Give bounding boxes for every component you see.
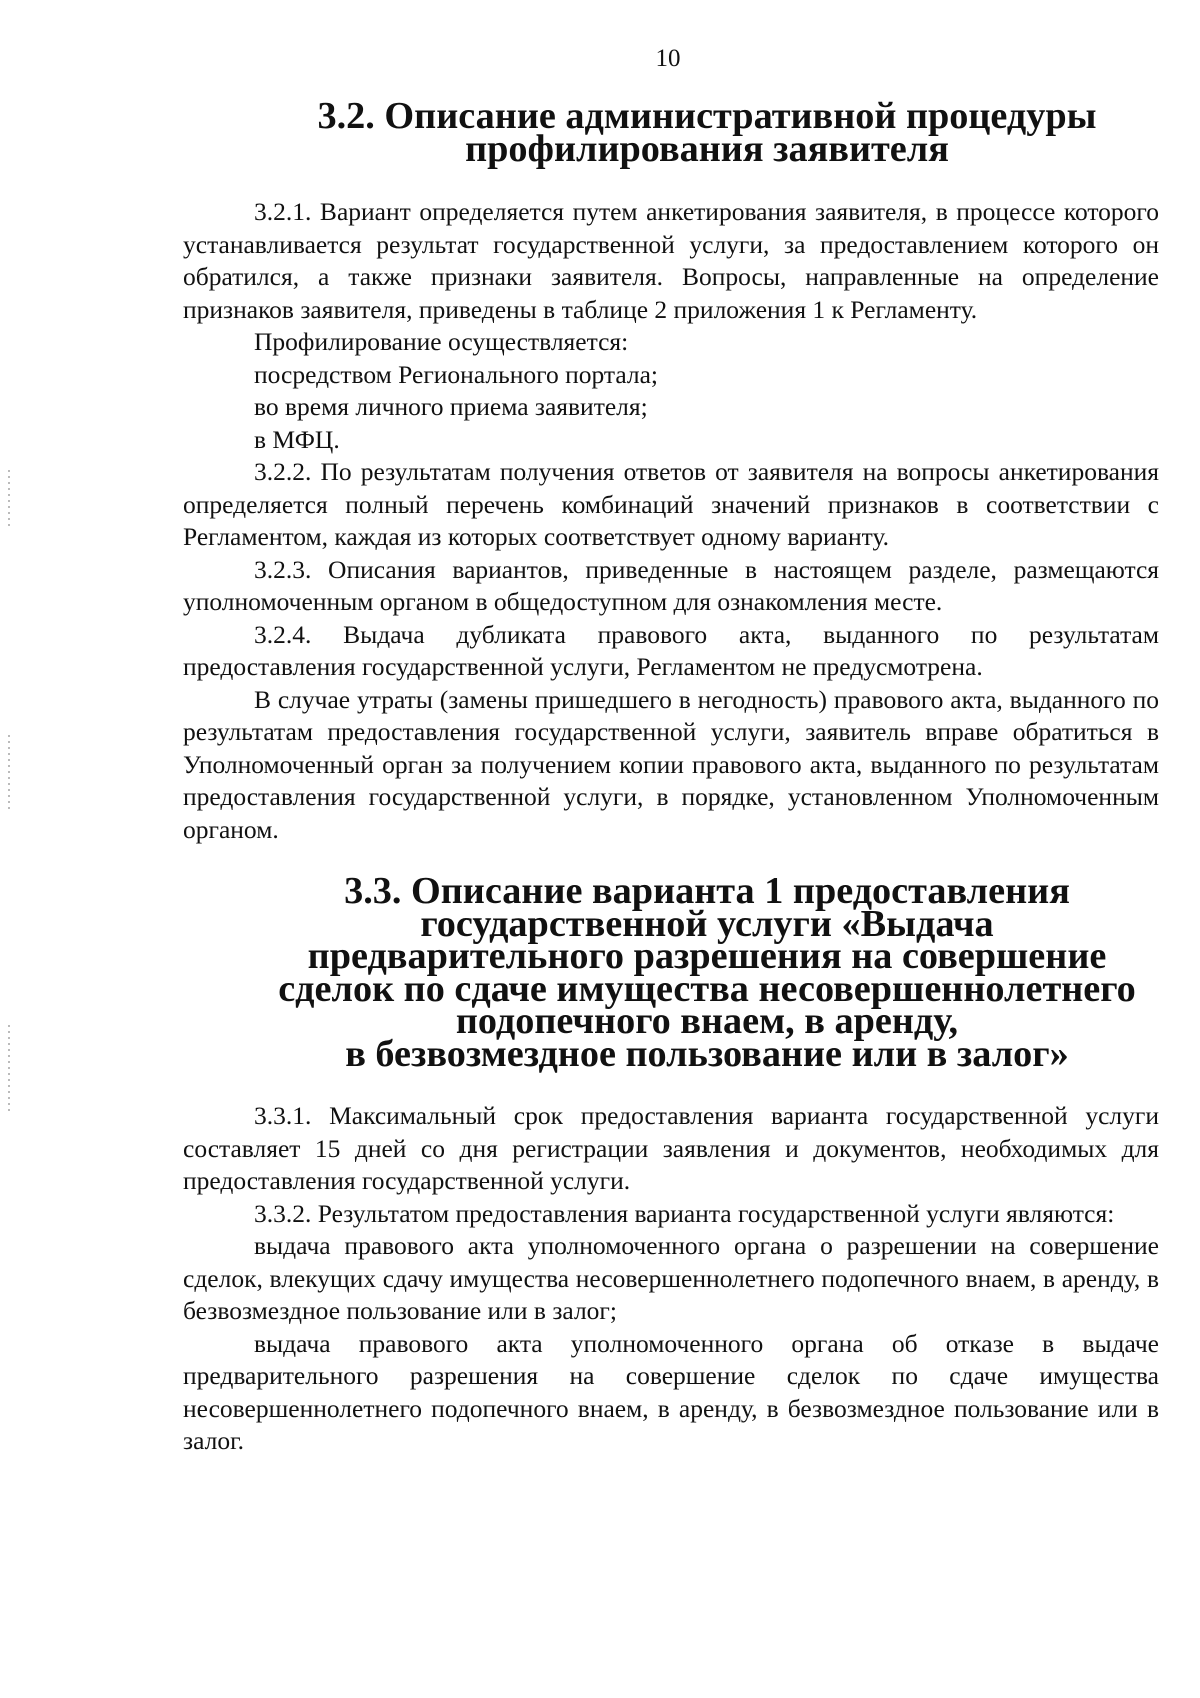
paragraph-3-2-2: 3.2.2. По результатам получения ответов от заявителя на вопросы анкетирования определяется полный перечень комбинаций значений признаков в соответствии с Регламентом, каждая из которых соответствует одному варианту. bbox=[183, 457, 1159, 551]
paragraph-3-3-2: 3.3.2. Результатом предоставления варианта государственной услуги являются: bbox=[254, 1198, 1115, 1228]
heading-line: сделок по сдаче имущества несовершеннолетнего bbox=[278, 967, 1136, 1010]
paragraph-profiling-intro: Профилирование осуществляется: bbox=[254, 327, 629, 356]
section-3-3-heading bbox=[183, 870, 1159, 1075]
scan-artifact bbox=[8, 735, 10, 810]
heading-line: предварительного разрешения на совершение bbox=[307, 935, 1107, 977]
list-item-mfc: в МФЦ. bbox=[254, 424, 340, 454]
heading-line: 3.2. Описание административной процедуры bbox=[317, 95, 1097, 137]
document-body bbox=[183, 95, 1159, 1458]
heading-line: 3.3. Описание варианта 1 предоставления bbox=[344, 870, 1070, 912]
paragraph-3-2-3: 3.2.3. Описания вариантов, приведенные в настоящем разделе, размещаются уполномоченным органом в общедоступном для ознакомления месте. bbox=[183, 554, 1159, 616]
heading-line: профилирования заявителя bbox=[465, 127, 949, 170]
list-item-refusal-act: выдача правового акта уполномоченного органа об отказе в выдаче предварительного разрешения на совершение сделок по сдаче имущества несовершеннолетнего подопечного внаем, в аренду, в безвозмездное пользование или в залог. bbox=[183, 1328, 1159, 1455]
paragraph-loss-case: В случае утраты (замены пришедшего в негодность) правового акта, выданного по результатам предоставления государственной услуги, заявитель вправе обратиться в Уполномоченный орган за получением копии правового акта, выданного по результатам предоставления государственной услуги, в порядке, установленном Уполномоченным органом. bbox=[183, 684, 1159, 844]
list-item-regional-portal: посредством Регионального портала; bbox=[254, 359, 659, 389]
heading-line: государственной услуги «Выдача bbox=[420, 902, 994, 945]
heading-line: подопечного внаем, в аренду, bbox=[455, 1000, 959, 1042]
paragraph-3-2-4: 3.2.4. Выдача дубликата правового акта, выданного по результатам предоставления государственной услуги, Регламентом не предусмотрена. bbox=[183, 619, 1159, 681]
list-item-personal-reception: во время личного приема заявителя; bbox=[254, 392, 648, 421]
paragraph-3-2-1: 3.2.1. Вариант определяется путем анкетирования заявителя, в процессе которого устанавливается результат государственной услуги, за предоставлением которого он обратился, а также признаки заявителя. Вопросы, направленные на определение признаков заявителя, приведены в таблице 2 приложения 1 к Регламенту. bbox=[183, 197, 1159, 324]
heading-line: в безвозмездное пользование или в залог» bbox=[345, 1032, 1069, 1075]
list-item-permission-act: выдача правового акта уполномоченного органа о разрешении на совершение сделок, влекущих сдачу имущества несовершеннолетнего подопечного внаем, в аренду, в безвозмездное пользование или в залог; bbox=[183, 1231, 1159, 1325]
paragraph-3-3-1: 3.3.1. Максимальный срок предоставления варианта государственной услуги составляет 15 дней со дня регистрации заявления и документов, необходимых для предоставления государственной услуги. bbox=[183, 1101, 1159, 1195]
scan-artifact bbox=[8, 1025, 10, 1115]
scan-artifact bbox=[8, 470, 10, 530]
section-3-2-heading bbox=[183, 95, 1159, 170]
page-number: 10 bbox=[655, 45, 681, 72]
